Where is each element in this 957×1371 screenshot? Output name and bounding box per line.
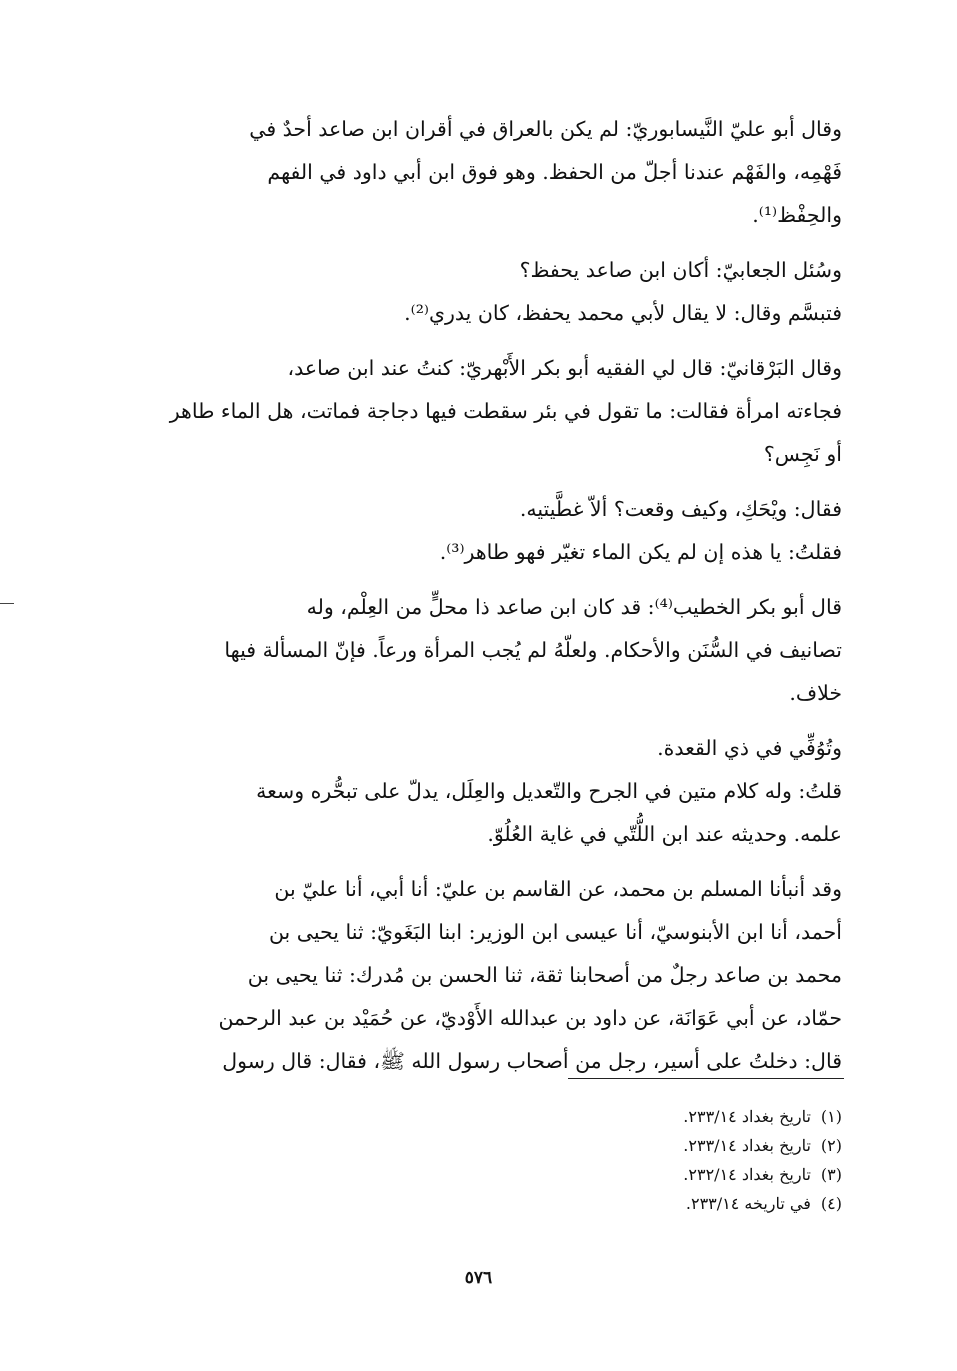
main-text	[118, 108, 842, 1083]
footnote-item	[560, 1131, 842, 1160]
text-line: فقال: ويْحَكِ، وكيف وقعت؟ ألاّ غطَّيتيه.	[519, 497, 842, 521]
text-line: فتبسَّم وقال: لا يقال لأبي محمد يحفظ، كان يدري⁽²⁾.	[404, 301, 842, 325]
text-line: تصانيف في السُّنَن والأحكام. ولعلّهُ لم يُجب المرأة ورعاً. فإنّ المسألة فيها	[224, 638, 842, 662]
text-line: قلتُ: وله كلام متين في الجرح والتّعديل والعِلَل، يدلّ على تبحُّره وسعة	[256, 779, 842, 803]
text-line: وقال البَرْقانيّ: قال لي الفقيه أبو بكر الأَبْهريّ: كنتُ عند ابن صاعد،	[287, 356, 842, 380]
text-line: فقلتُ: يا هذه إن لم يكن الماء تغيّر فهو طاهر⁽³⁾.	[439, 540, 842, 564]
text-line: فجاءته امرأة فقالت: ما تقول في بئر سقطت فيها دجاجة فماتت، هل الماء طاهر	[169, 399, 842, 423]
footnote-separator	[568, 1078, 844, 1079]
footnote-number: (١)	[820, 1107, 842, 1126]
paragraph-dialogue	[118, 488, 842, 574]
footnote-number: (٤)	[820, 1194, 842, 1213]
text-line: وتُوُفِّي في ذي القعدة.	[657, 736, 842, 760]
footnote-text: تاريخ بغداد ٢٣٢/١٤.	[683, 1165, 811, 1184]
footnote-text: تاريخ بغداد ٢٣٣/١٤.	[683, 1136, 811, 1155]
footnote-item	[560, 1102, 842, 1131]
page-number: ٥٧٦	[464, 1268, 493, 1288]
text-line: وقد أنبأنا المسلم بن محمد، عن القاسم بن عليّ: أنا أبي، أنا عليّ بن	[274, 877, 842, 901]
footnote-text: في تاريخه ٢٣٣/١٤.	[685, 1194, 811, 1213]
text-line: محمد بن صاعد رجلٌ من أصحابنا ثقة، ثنا الحسن بن مُدرك: ثنا يحيى بن	[247, 963, 842, 987]
footnotes	[560, 1102, 842, 1218]
text-line: قال: دخلتُ على أسير، رجل من أصحاب رسول الله ﷺ، فقال: قال رسول	[222, 1049, 842, 1073]
text-line: قال أبو بكر الخطيب⁽⁴⁾: قد كان ابن صاعد ذا محلٍّ من العِلْم، وله	[306, 595, 842, 619]
footnote-number: (٢)	[820, 1136, 842, 1155]
footnote-number: (٣)	[820, 1165, 842, 1184]
paragraph-khatib	[118, 586, 842, 715]
paragraph-isnad	[118, 868, 842, 1083]
text-line: أو نَجِس؟	[763, 442, 842, 466]
text-line: خلاف.	[789, 681, 842, 705]
footnote-item	[560, 1160, 842, 1189]
text-line: والحِفْظ⁽¹⁾.	[752, 203, 842, 227]
text-line: حمّاد، عن أبي عَوَانَة، عن داود بن عبدالله الأَوْديّ، عن حُمَيْد بن عبد الرحمن	[218, 1006, 842, 1030]
text-line: علمه. وحديثه عند ابن اللُّتّي في غاية العُلُوّ.	[487, 822, 842, 846]
paragraph-death	[118, 727, 842, 856]
text-line: أحمد، أنا ابن الأبنوسيّ، أنا عيسى ابن الوزير: ابنا البَغَويّ: ثنا يحيى بن	[268, 920, 842, 944]
paragraph-jiabi	[118, 249, 842, 335]
footnote-text: تاريخ بغداد ٢٣٣/١٤.	[683, 1107, 811, 1126]
margin-mark	[0, 603, 14, 604]
footnote-item	[560, 1189, 842, 1218]
text-line: وقال أبو عليّ النَّيسابوريّ: لم يكن بالعراق في أقران ابن صاعد أحدٌ في	[249, 117, 842, 141]
text-line: فَهْمِه، والفَهْم عندنا أجلّ من الحفظ. وهو فوق ابن أبي داود في الفهم	[267, 160, 842, 184]
paragraph-barqani	[118, 347, 842, 476]
text-line: وسُئل الجعابيّ: أكان ابن صاعد يحفظ؟	[519, 258, 842, 282]
paragraph-abu-ali	[118, 108, 842, 237]
